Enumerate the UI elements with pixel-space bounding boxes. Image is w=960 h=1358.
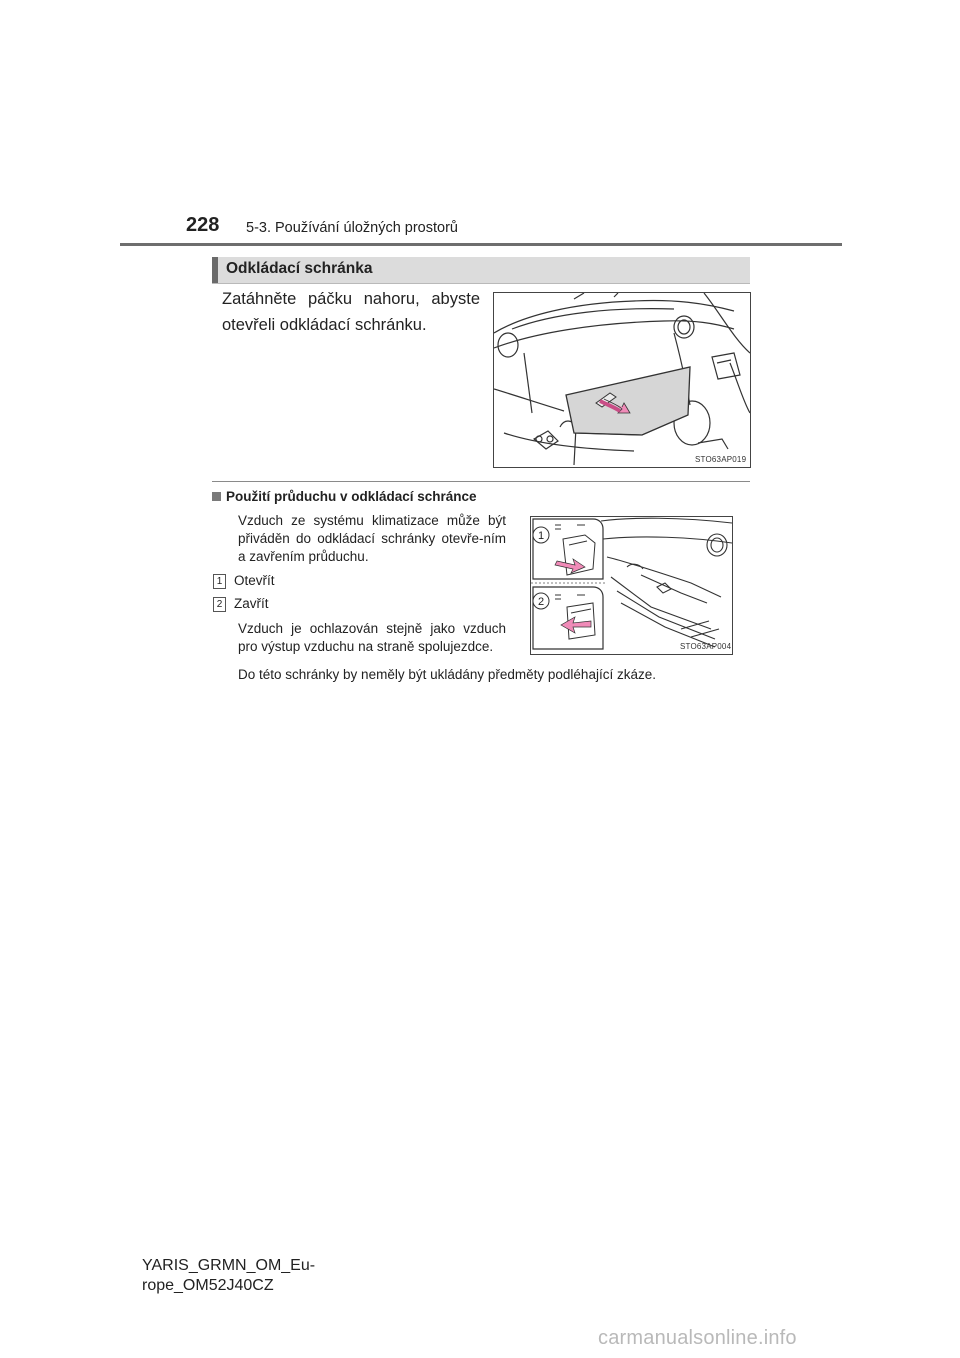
glovebox-instruction: Zatáhněte páčku nahoru, abyste otevřeli odkládací schránku. (222, 290, 480, 334)
step-number-icon: 2 (213, 597, 226, 612)
air-duct-figure (530, 516, 733, 655)
callout-one: 1 (537, 530, 545, 542)
square-bullet-icon (212, 492, 221, 501)
title-band-accent (212, 257, 218, 283)
air-duct-description: Vzduch ze systému klimatizace může být přiváděn do odkládací schránky otevře-ním a zavřením průduchu. (238, 513, 506, 564)
air-duct-note: Do této schránky by neměly být ukládány předměty podléhající zkáze. (238, 667, 656, 682)
glovebox-figure-code: STO63AP019 (695, 455, 747, 464)
step-close (213, 596, 269, 612)
glovebox-title-band (212, 257, 750, 284)
glovebox-figure (493, 292, 751, 468)
footer-line-2: rope_OM52J40CZ (142, 1277, 274, 1294)
glovebox-title: Odkládací schránka (226, 260, 373, 277)
document-footer (142, 1256, 315, 1296)
air-duct-illustration (531, 517, 732, 654)
air-duct-explanation: Vzduch je ochlazován stejně jako vzduch pro výstup vzduchu na straně spolujezdce. (238, 621, 506, 654)
air-duct-figure-code: STO63AP004 (680, 642, 732, 651)
glovebox-illustration (494, 293, 750, 467)
section-title: 5-3. Používání úložných prostorů (246, 220, 458, 236)
air-duct-heading-text: Použití průduchu v odkládací schránce (226, 489, 477, 504)
step-label: Zavřít (234, 596, 269, 611)
callout-two: 2 (537, 596, 545, 608)
footer-line-1: YARIS_GRMN_OM_Eu- (142, 1257, 316, 1274)
watermark: carmanualsonline.info (598, 1327, 797, 1349)
header-rule (120, 243, 842, 246)
step-open (213, 573, 275, 589)
section-divider (212, 481, 750, 482)
step-label: Otevřít (234, 573, 275, 588)
air-duct-heading (212, 489, 477, 504)
step-number-icon: 1 (213, 574, 226, 589)
page-number: 228 (186, 214, 220, 236)
